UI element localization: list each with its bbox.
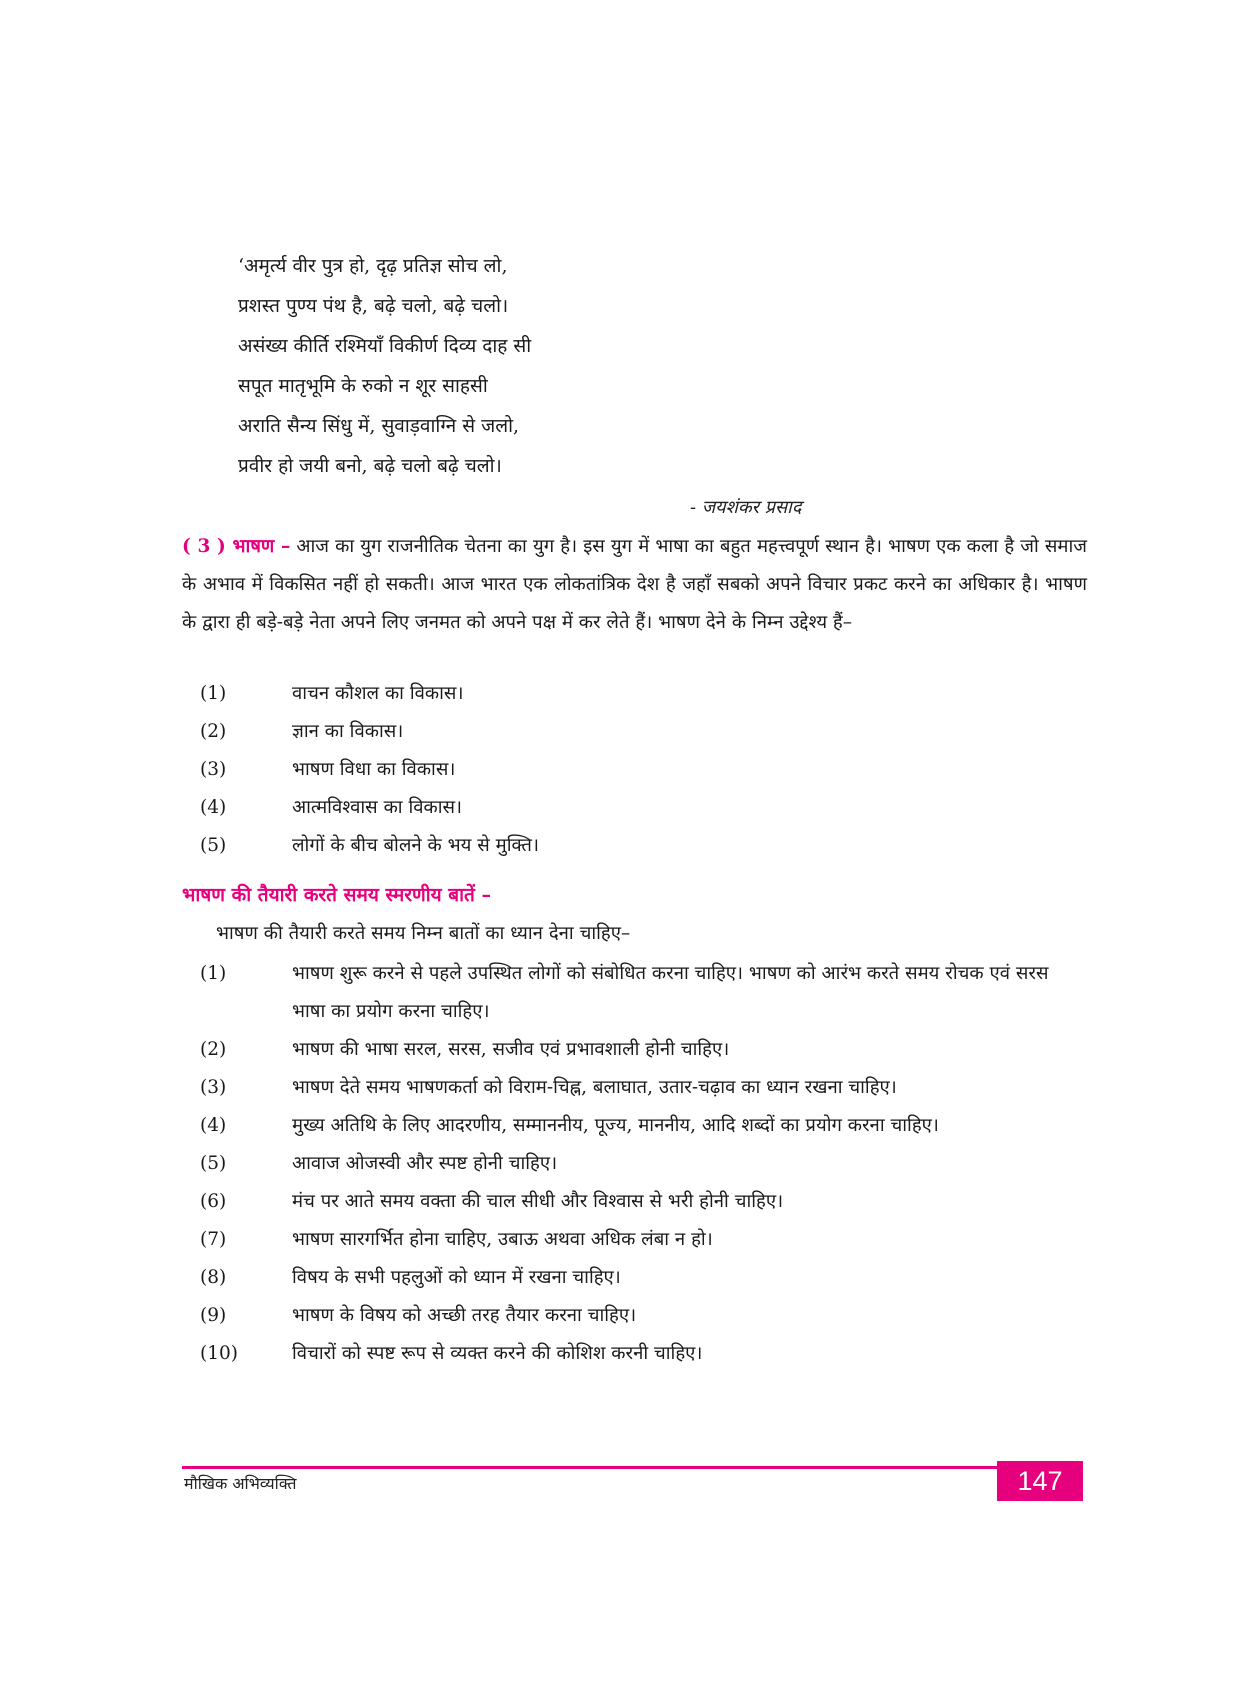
item-number: (3) — [200, 759, 227, 780]
item-text: विचारों को स्पष्ट रूप से व्यक्त करने की कोशिश करनी चाहिए। — [292, 1343, 703, 1364]
list-item — [200, 1069, 1087, 1107]
page-number-badge — [997, 1461, 1083, 1501]
speech-heading: ( 3 ) भाषण – — [182, 536, 291, 557]
poem-block — [238, 246, 531, 486]
item-text: भाषण सारगर्भित होना चाहिए, उबाऊ अथवा अधिक लंबा न हो। — [292, 1229, 713, 1250]
poem-line: प्रवीर हो जयी बनो, बढ़े चलो बढ़े चलो। — [238, 455, 502, 477]
item-number: (10) — [200, 1343, 238, 1364]
footer-chapter-label: मौखिक अभिव्यक्ति — [184, 1474, 297, 1493]
item-text: भाषण के विषय को अच्छी तरह तैयार करना चाहिए। — [292, 1305, 637, 1326]
item-number: (2) — [200, 1039, 227, 1060]
item-number: (9) — [200, 1305, 227, 1326]
poem-attribution: - जयशंकर प्रसाद — [690, 497, 802, 518]
item-text: भाषण शुरू करने से पहले उपस्थित लोगों को संबोधित करना चाहिए। भाषण को आरंभ करते समय रोचक एवं सरस भाषा का प्रयोग करना चाहिए। — [292, 963, 1049, 1022]
list-item — [200, 827, 1080, 865]
list-item — [200, 1297, 1087, 1335]
item-number: (3) — [200, 1077, 227, 1098]
page-number: 147 — [1017, 1465, 1063, 1496]
item-number: (5) — [200, 835, 227, 856]
item-text: आवाज ओजस्वी और स्पष्ट होनी चाहिए। — [292, 1153, 558, 1174]
list-item — [200, 1031, 1087, 1069]
poem-line: सपूत मातृभूमि के रुको न शूर साहसी — [238, 375, 488, 397]
poem-line: ‘अमृर्त्य वीर पुत्र हो, दृढ़ प्रतिज्ञ सोच लो, — [238, 255, 508, 277]
poem-line: अराति सैन्य सिंधु में, सुवाड़वाग्नि से जलो, — [238, 415, 520, 437]
item-text: मंच पर आते समय वक्ता की चाल सीधी और विश्वास से भरी होनी चाहिए। — [292, 1191, 784, 1212]
list-item — [200, 789, 1080, 827]
speech-body: आज का युग राजनीतिक चेतना का युग है। इस युग में भाषा का बहुत महत्त्वपूर्ण स्थान है। भाषण एक कला है जो समाज के अभाव में विकसित नहीं हो सकती। आज भारत एक लोकतांत्रिक देश है जहाँ सबको अपने विचार प्रकट करने का अधिकार है। भाषण के द्वारा ही बड़े-बड़े नेता अपने लिए जनमत को अपने पक्ष में कर लेते हैं। भाषण देने के निम्न उद्देश्य हैं– — [182, 536, 1088, 633]
section-intro: भाषण की तैयारी करते समय निम्न बातों का ध्यान देना चाहिए– — [216, 923, 631, 944]
item-number: (5) — [200, 1153, 227, 1174]
list-item — [200, 675, 1080, 713]
poem-line: प्रशस्त पुण्य पंथ है, बढ़े चलो, बढ़े चलो। — [238, 295, 509, 317]
item-text: वाचन कौशल का विकास। — [292, 683, 464, 704]
list-item — [200, 751, 1080, 789]
list-item — [200, 1259, 1087, 1297]
item-text: लोगों के बीच बोलने के भय से मुक्ति। — [292, 835, 539, 856]
item-text: ज्ञान का विकास। — [292, 721, 404, 742]
list-item — [200, 1221, 1087, 1259]
poem-line: असंख्य कीर्ति रश्मियाँ विकीर्ण दिव्य दाह सी — [238, 335, 532, 357]
item-text: मुख्य अतिथि के लिए आदरणीय, सम्माननीय, पूज्य, माननीय, आदि शब्दों का प्रयोग करना चाहिए। — [292, 1115, 939, 1136]
item-text: भाषण देते समय भाषणकर्ता को विराम-चिह्न, बलाघात, उतार-चढ़ाव का ध्यान रखना चाहिए। — [292, 1077, 897, 1098]
list-item — [200, 713, 1080, 751]
item-text: भाषण विधा का विकास। — [292, 759, 456, 780]
item-number: (6) — [200, 1191, 227, 1212]
item-number: (8) — [200, 1267, 227, 1288]
item-number: (2) — [200, 721, 227, 742]
item-number: (1) — [200, 963, 227, 984]
item-number: (7) — [200, 1229, 227, 1250]
item-text: आत्मविश्वास का विकास। — [292, 797, 463, 818]
item-number: (1) — [200, 683, 227, 704]
footer-divider — [182, 1466, 1082, 1469]
list-item — [200, 1335, 1087, 1373]
item-text: भाषण की भाषा सरल, सरस, सजीव एवं प्रभावशाली होनी चाहिए। — [292, 1039, 730, 1060]
section-title: भाषण की तैयारी करते समय स्मरणीय बातें – — [182, 884, 491, 906]
list-item — [200, 1145, 1087, 1183]
list-item — [200, 1183, 1087, 1221]
item-number: (4) — [200, 1115, 227, 1136]
item-text: विषय के सभी पहलुओं को ध्यान में रखना चाहिए। — [292, 1267, 621, 1288]
speech-paragraph — [182, 528, 1087, 642]
objectives-list — [200, 675, 1080, 865]
preparation-list — [200, 955, 1087, 1373]
list-item — [200, 1107, 1087, 1145]
list-item — [200, 955, 1087, 1031]
item-number: (4) — [200, 797, 227, 818]
